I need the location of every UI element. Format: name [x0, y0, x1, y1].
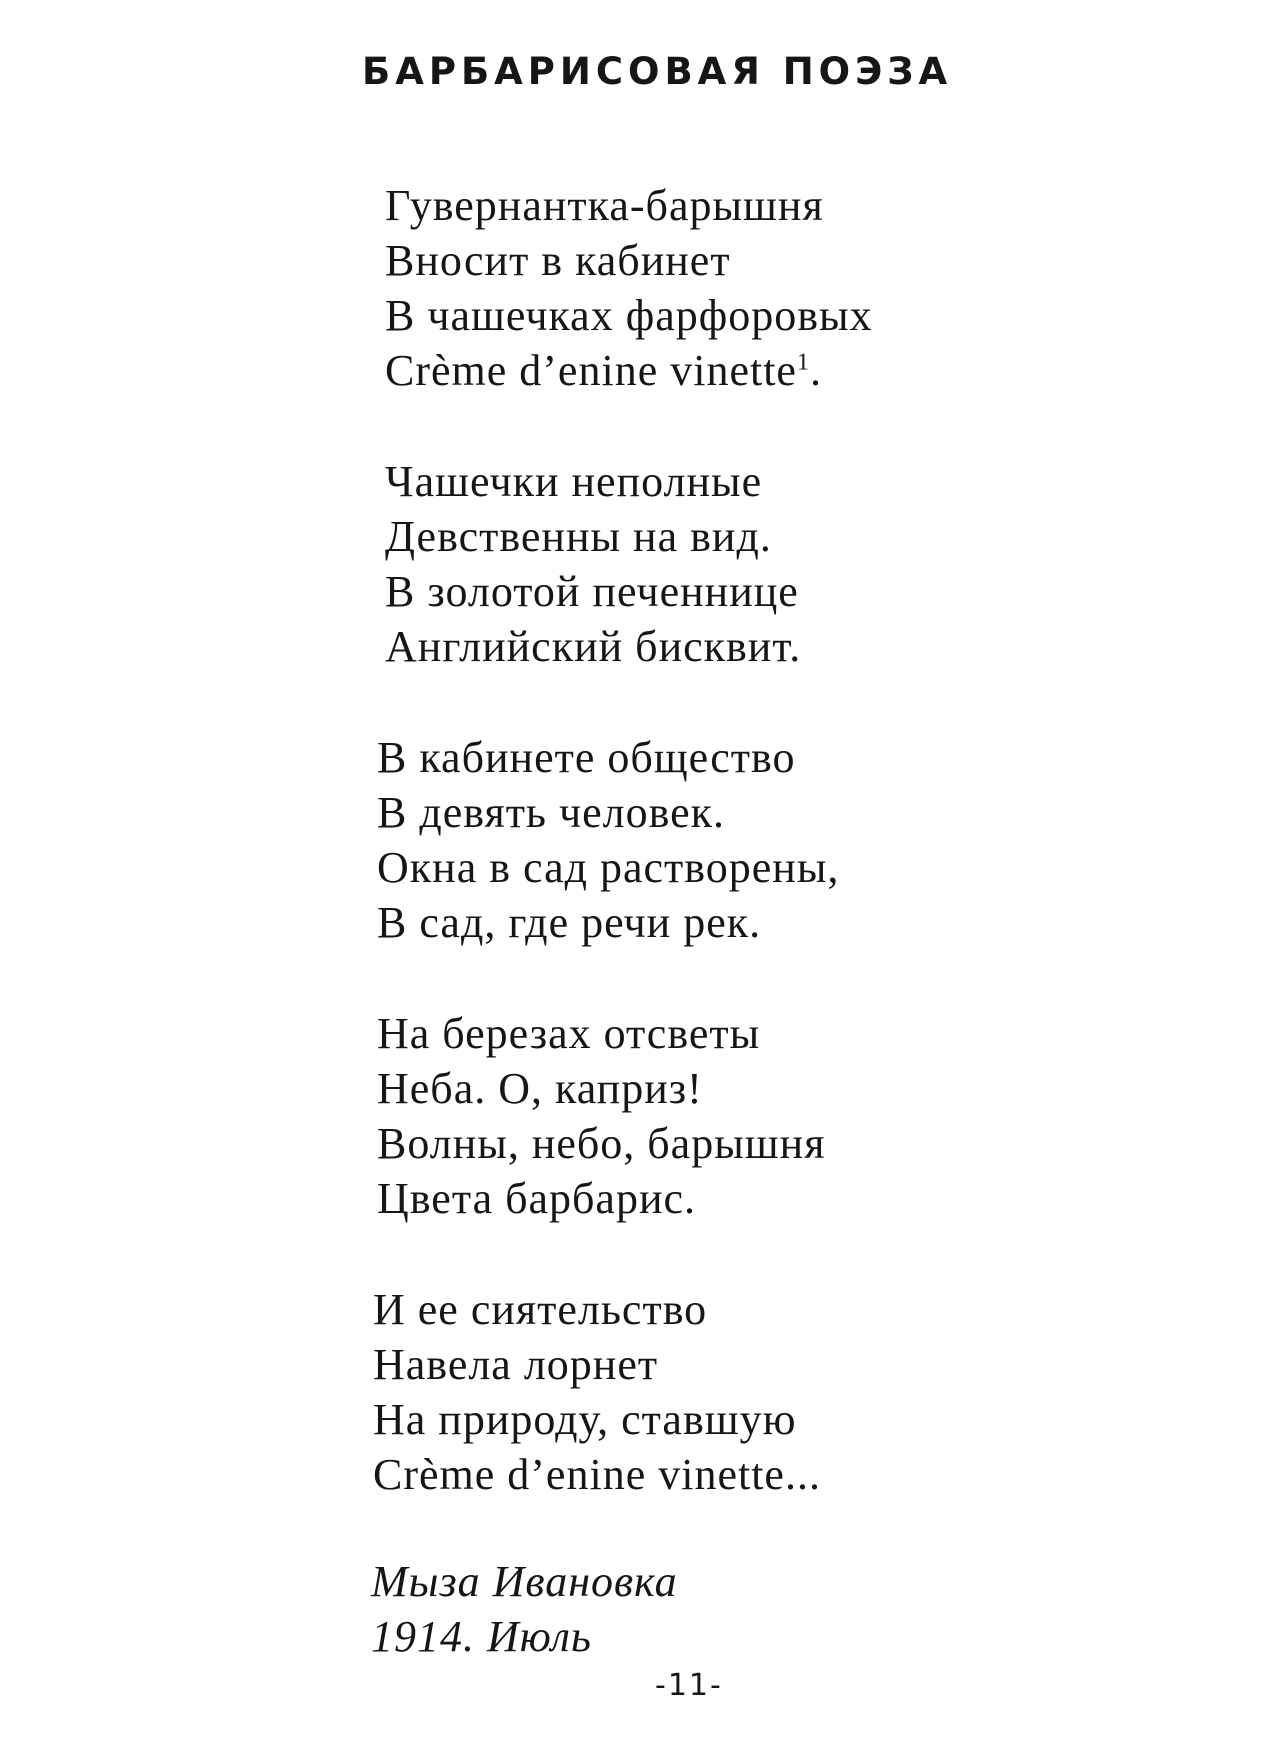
poem-line: Английский бисквит. — [385, 622, 802, 671]
poem-line: В кабинете общество — [377, 733, 796, 782]
poem-line: Неба. О, каприз! — [377, 1064, 703, 1113]
poem-signature — [371, 1554, 678, 1664]
poem-line: Цвета барбарис. — [377, 1174, 697, 1223]
stanza-4 — [377, 1006, 825, 1226]
poem-line: В чашечках фарфоровых — [385, 291, 873, 340]
poem-line: В девять человек. — [377, 788, 726, 837]
stanza-3 — [377, 730, 839, 950]
poem-line: Чашечки неполные — [385, 457, 763, 506]
stanza-1 — [385, 178, 873, 398]
poem-line-with-footnote — [385, 343, 873, 398]
stanza-2 — [385, 454, 801, 674]
poem-line: Навела лорнет — [373, 1340, 659, 1389]
poem-line: Девственны на вид. — [385, 512, 772, 561]
poem-line: Окна в сад растворены, — [377, 843, 840, 892]
poem-line: Вносит в кабинет — [385, 236, 731, 285]
poem-title: БАРБАРИСОВАЯ ПОЭЗА — [362, 50, 953, 93]
poem-line: Гувернантка-барышня — [385, 181, 824, 230]
poem-line: Crème d’enine vinette... — [373, 1450, 821, 1499]
poem-line: В золотой печеннице — [385, 567, 799, 616]
poem-line: На березах отсветы — [377, 1009, 761, 1058]
line-end-punctuation: . — [809, 346, 822, 395]
poem-line: Волны, небо, барышня — [377, 1119, 826, 1168]
poem-line: В сад, где речи рек. — [377, 898, 762, 947]
poem-line-text: Crème d’enine vinette — [385, 346, 797, 395]
poem-line: На природу, ставшую — [373, 1395, 797, 1444]
footnote-marker: 1 — [796, 349, 810, 376]
signature-date: 1914. Июль — [371, 1612, 592, 1661]
stanza-5 — [373, 1282, 821, 1502]
page-number: -11- — [655, 1668, 723, 1703]
signature-place: Мыза Ивановка — [371, 1557, 678, 1606]
poem-line: И ее сиятельство — [373, 1285, 708, 1334]
